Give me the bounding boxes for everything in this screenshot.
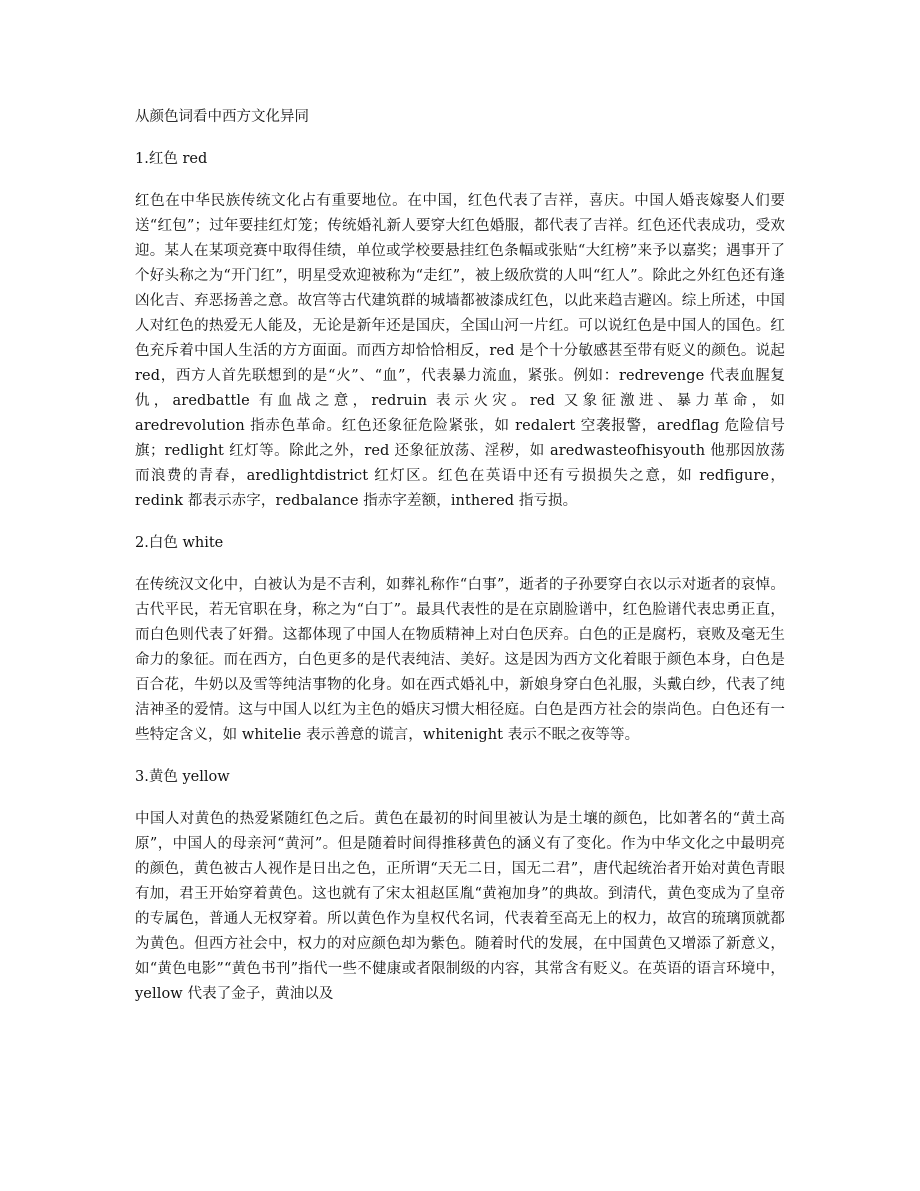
section-heading: 1.红色 red bbox=[135, 151, 208, 167]
section-paragraph: 在传统汉文化中，白被认为是不吉利，如葬礼称作“白事”，逝者的子孙要穿白衣以示对逝者的哀悼。古代平民，若无官职在身，称之为“白丁”。最具代表性的是在京剧脸谱中，红色脸谱代表忠勇正直，而白色则代表了奸猾。这都体现了中国人在物质精神上对白色厌弃。白色的正是腐朽，衰败及毫无生命力的象征。而在西方，白色更多的是代表纯洁、美好。这是因为西方文化着眼于颜色本身，白色是百合花，牛奶以及雪等纯洁事物的化身。如在西式婚礼中，新娘身穿白色礼服，头戴白纱，代表了纯洁神圣的爱情。这与中国人以红为主色的婚庆习惯大相径庭。白色是西方社会的崇尚色。白色还有一些特定含义，如 whitelie 表示善意的谎言，whitenight 表示不眠之夜等等。 bbox=[135, 577, 785, 743]
section-yellow bbox=[135, 766, 785, 1007]
section-red bbox=[135, 148, 785, 514]
section-heading: 2.白色 white bbox=[135, 535, 224, 551]
document-page bbox=[135, 100, 785, 1025]
section-heading: 3.黄色 yellow bbox=[135, 769, 230, 785]
section-white bbox=[135, 532, 785, 748]
section-paragraph: 中国人对黄色的热爱紧随红色之后。黄色在最初的时间里被认为是土壤的颜色，比如著名的“黄土高原”，中国人的母亲河“黄河”。但是随着时间得推移黄色的涵义有了变化。作为中华文化之中最明亮的颜色，黄色被古人视作是日出之色，正所谓“天无二日，国无二君”，唐代起统治者开始对黄色青眼有加，君王开始穿着黄色。这也就有了宋太祖赵匡胤“黄袍加身”的典故。到清代，黄色变成为了皇帝的专属色，普通人无权穿着。所以黄色作为皇权代名词，代表着至高无上的权力，故宫的琉璃顶就都为黄色。但西方社会中，权力的对应颜色却为紫色。随着时代的发展，在中国黄色又增添了新意义，如“黄色电影”“黄色书刊”指代一些不健康或者限制级的内容，其常含有贬义。在英语的语言环境中，yellow 代表了金子，黄油以及 bbox=[135, 811, 785, 1002]
document-title: 从颜色词看中西方文化异同 bbox=[135, 109, 309, 125]
section-paragraph: 红色在中华民族传统文化占有重要地位。在中国，红色代表了吉祥，喜庆。中国人婚丧嫁娶人们要送“红包”；过年要挂红灯笼；传统婚礼新人要穿大红色婚服，都代表了吉祥。红色还代表成功，受欢迎。某人在某项竞赛中取得佳绩，单位或学校要悬挂红色条幅或张贴“大红榜”来予以嘉奖；遇事开了个好头称之为“开门红”，明星受欢迎被称为“走红”，被上级欣赏的人叫“红人”。除此之外红色还有逢凶化吉、弃恶扬善之意。故宫等古代建筑群的城墙都被漆成红色，以此来趋吉避凶。综上所述，中国人对红色的热爱无人能及，无论是新年还是国庆，全国山河一片红。可以说红色是中国人的国色。红色充斥着中国人生活的方方面面。而西方却恰恰相反，red 是个十分敏感甚至带有贬义的颜色。说起 red，西方人首先联想到的是“火”、“血”，代表暴力流血，紧张。例如：redrevenge 代表血腥复仇，aredbattle 有血战之意，redruin 表示火灾。red 又象征激进、暴力革命，如 aredrevolution 指赤色革命。红色还象征危险紧张，如 redalert 空袭报警，aredflag 危险信号旗；redlight 红灯等。除此之外，red 还象征放荡、淫秽，如 aredwasteofhisyouth 他那因放荡而浪费的青春，aredlightdistrict 红灯区。红色在英语中还有亏损损失之意，如 redfigure，redink 都表示赤字，redbalance 指赤字差额，inthered 指亏损。 bbox=[135, 193, 785, 509]
